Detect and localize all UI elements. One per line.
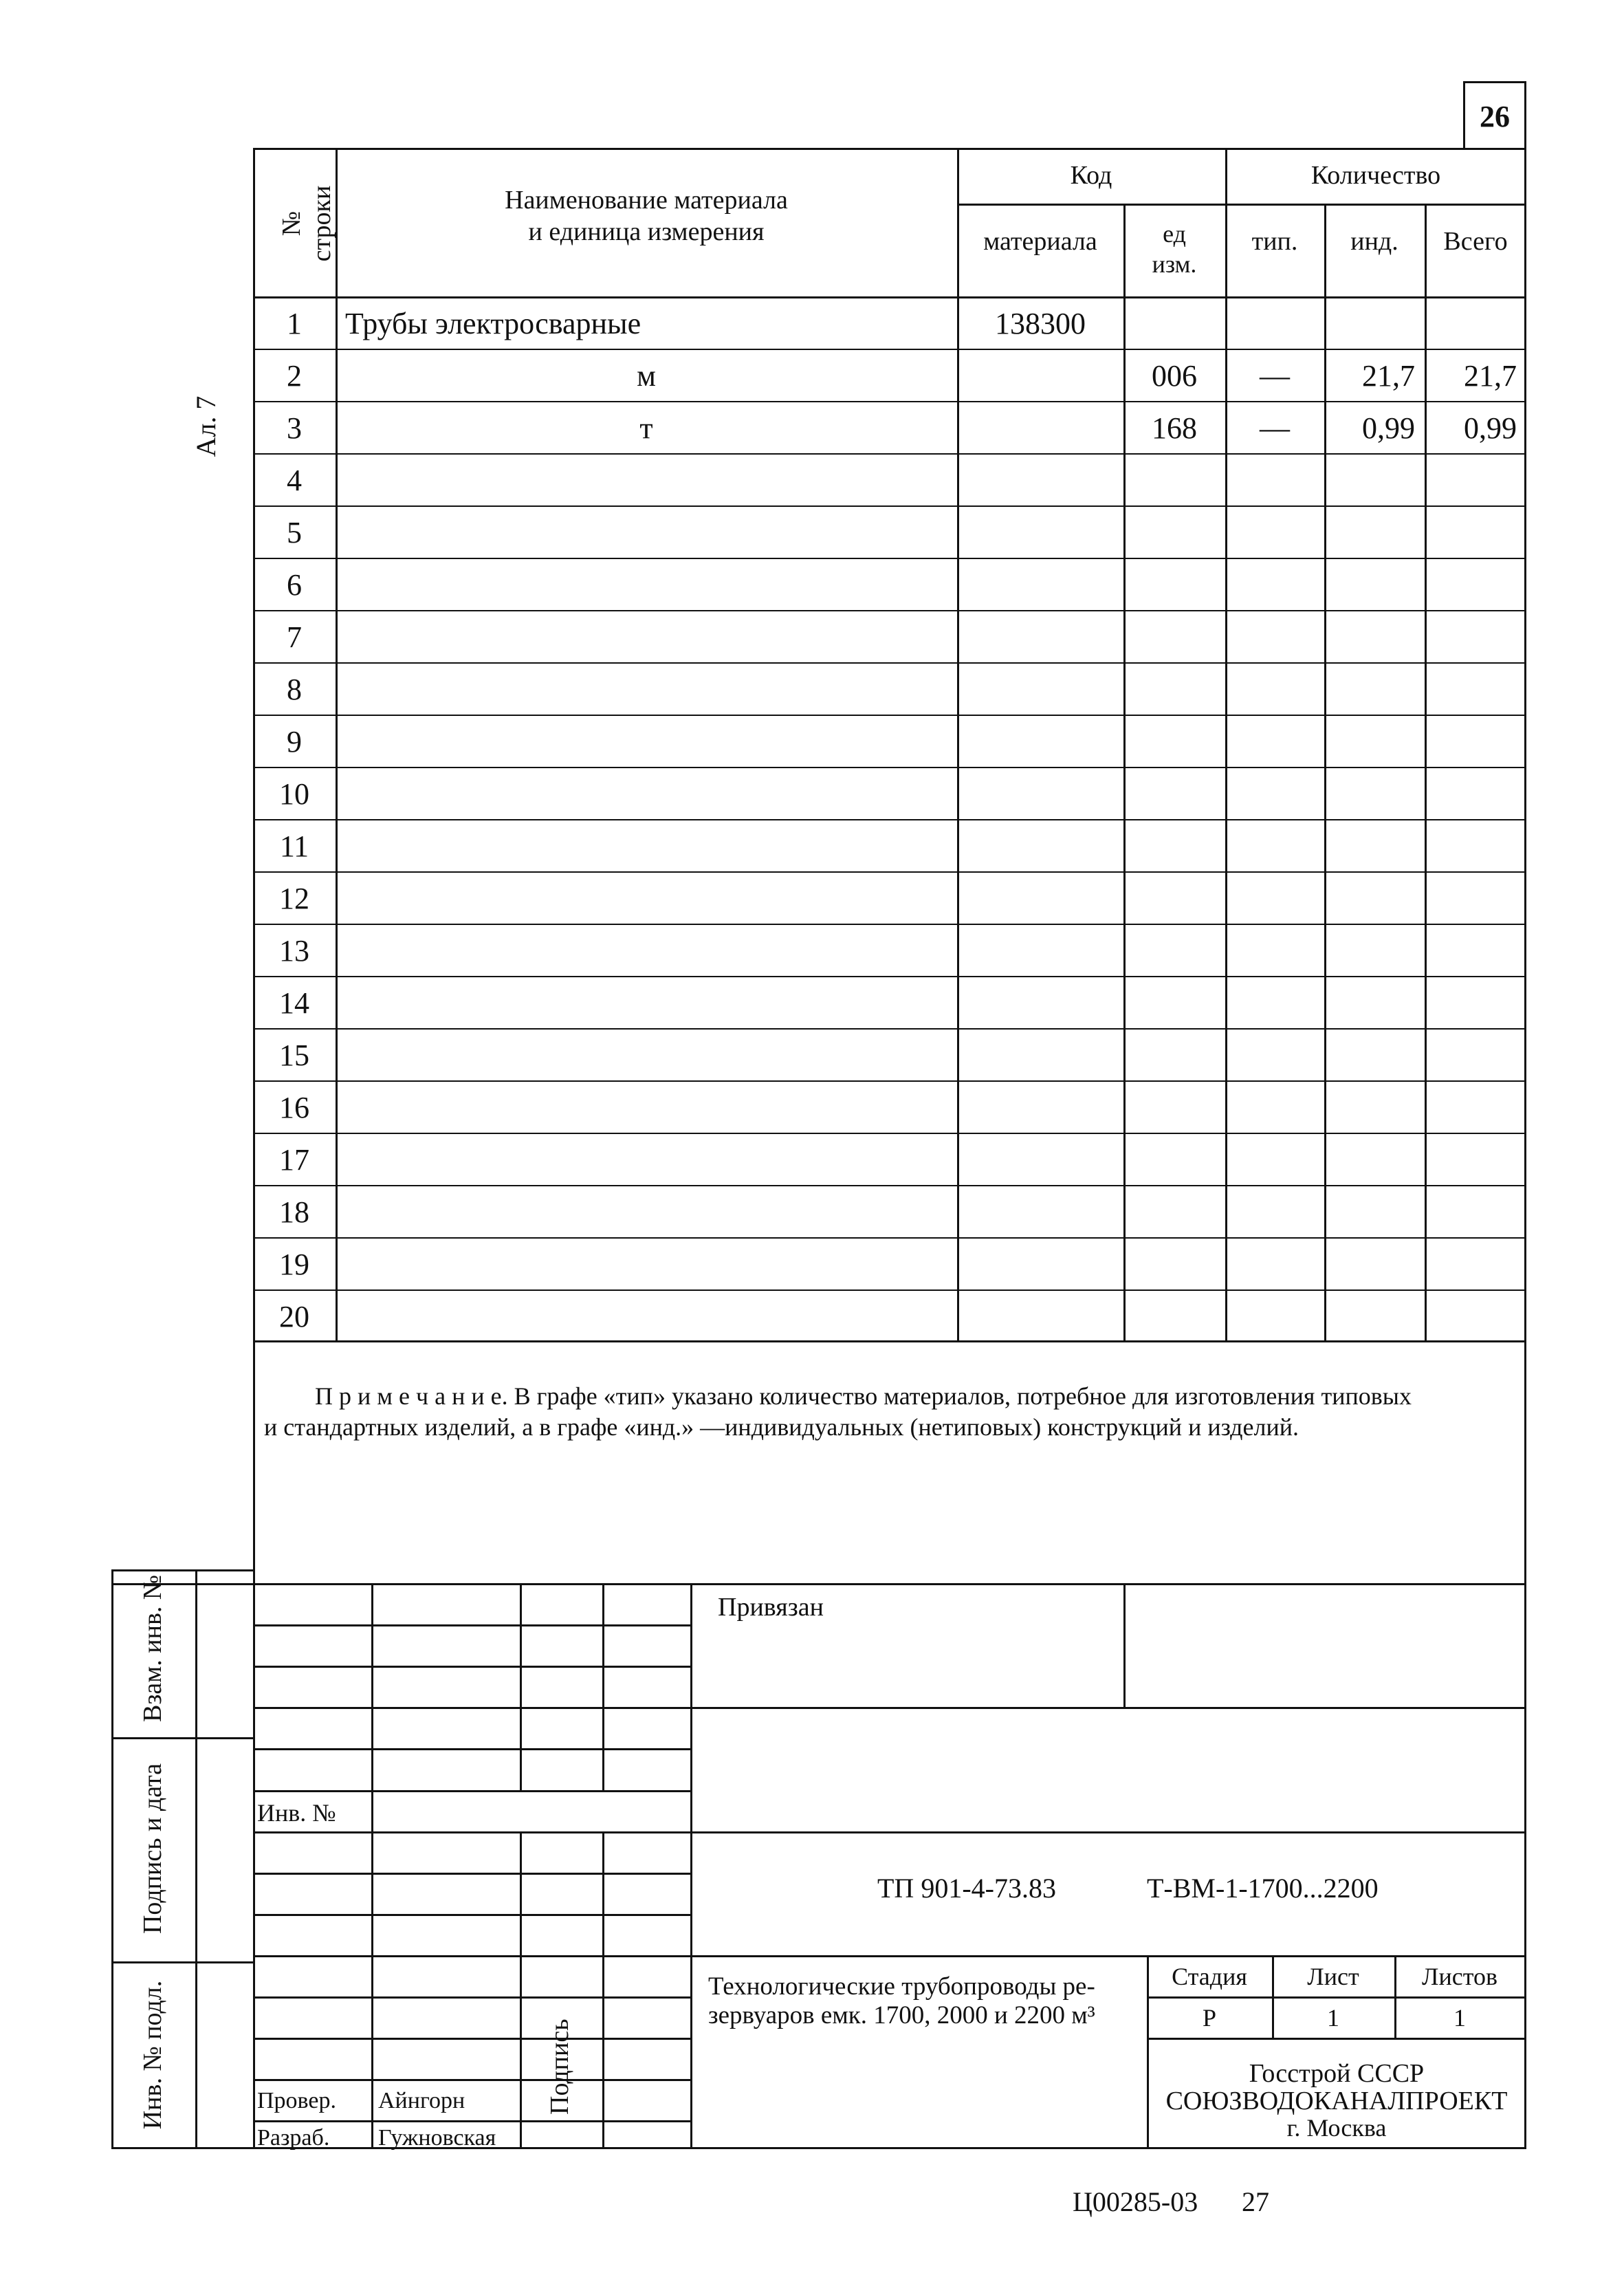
header-qty-ind: инд.	[1350, 227, 1398, 256]
unit-code: 168	[1152, 411, 1197, 445]
material-code: 138300	[995, 307, 1086, 340]
developed-label: Разраб.	[257, 2125, 330, 2151]
material-name: м	[637, 359, 656, 393]
footer-page: 27	[1242, 2186, 1269, 2217]
org-line2: СОЮЗВОДОКАНАЛПРОЕКТ	[1165, 2087, 1508, 2115]
sheet-header: Лист	[1307, 1963, 1359, 1990]
unit-code: 006	[1152, 359, 1197, 393]
row-number: 18	[279, 1195, 309, 1229]
org-line1: Госстрой СССР	[1249, 2059, 1425, 2088]
row-number: 4	[287, 464, 302, 497]
qty-total: 21,7	[1464, 359, 1517, 393]
margin-inv-podl: Инв. № подл.	[138, 1980, 167, 2130]
designation-left: ТП 901-4-73.83	[877, 1873, 1056, 1904]
header-code-material: материала	[983, 227, 1097, 256]
row-number: 1	[287, 307, 302, 340]
row-number: 6	[287, 568, 302, 602]
material-name: т	[639, 411, 653, 445]
note-line1	[315, 1384, 1412, 1408]
row-number: 10	[279, 777, 309, 811]
material-name: Трубы электросварные	[345, 307, 641, 340]
description-line1: Технологические трубопроводы ре-	[708, 1972, 1095, 2001]
org-line3: г. Москва	[1286, 2114, 1387, 2142]
podpis-label: Подпись	[545, 2018, 574, 2115]
sheet-number: 26	[1480, 100, 1510, 133]
row-number: 5	[287, 516, 302, 549]
row-number: 17	[279, 1143, 309, 1177]
header-qty-group: Количество	[1310, 161, 1441, 190]
note-label: П р и м е ч а н и е.	[315, 1382, 508, 1410]
row-number: 11	[279, 829, 309, 863]
row-number: 14	[279, 986, 309, 1020]
row-number: 2	[287, 359, 302, 393]
margin-vzam-inv: Взам. инв. №	[138, 1574, 167, 1722]
header-code-unit-line2: изм.	[1152, 250, 1197, 278]
header-qty-type: тип.	[1251, 227, 1298, 256]
note-line2: и стандартных изделий, а в графе «инд.» —индивидуальных (нетиповых) конструкций и изделий.	[264, 1413, 1299, 1441]
note-text-1: В графе «тип» указано количество материалов, потребное для изготовления типовых	[507, 1382, 1412, 1410]
row-number: 9	[287, 725, 302, 759]
side-label: Ал. 7	[190, 395, 221, 457]
checked-label: Провер.	[257, 2088, 336, 2113]
header-name-line2: и единица измерения	[528, 217, 765, 246]
qty-total: 0,99	[1464, 411, 1517, 445]
stage-header: Стадия	[1172, 1963, 1247, 1990]
qty-ind: 21,7	[1362, 359, 1415, 393]
margin-podpis-data: Подпись и дата	[138, 1763, 167, 1935]
sheets-header: Листов	[1422, 1963, 1497, 1990]
row-number: 20	[279, 1300, 309, 1334]
description-line2: зервуаров емк. 1700, 2000 и 2200 м³	[708, 2001, 1095, 2029]
row-number: 15	[279, 1038, 309, 1072]
privyazan-label: Привязан	[718, 1593, 824, 1622]
sheet-value: 1	[1327, 2004, 1339, 2032]
header-row-no: № строки	[277, 185, 336, 262]
header-code-unit-line1: ед	[1163, 220, 1186, 248]
footer-code: Ц00285-03	[1073, 2186, 1198, 2217]
qty-type: —	[1260, 359, 1290, 393]
header-qty-total: Всего	[1443, 227, 1508, 256]
row-number: 13	[279, 934, 309, 968]
checked-name: Айнгорн	[378, 2088, 465, 2113]
header-code-group: Код	[1070, 161, 1112, 190]
row-number: 12	[279, 882, 309, 915]
qty-ind: 0,99	[1362, 411, 1415, 445]
header-name-line1: Наименование материала	[505, 186, 788, 215]
stage-value: Р	[1202, 2004, 1217, 2032]
designation-right: Т-ВМ-1-1700...2200	[1147, 1873, 1379, 1904]
row-number: 3	[287, 411, 302, 445]
row-number: 19	[279, 1248, 309, 1281]
row-number: 7	[287, 620, 302, 654]
row-number: 8	[287, 673, 302, 706]
inv-no-label: Инв. №	[257, 1799, 336, 1827]
row-number: 16	[279, 1091, 309, 1124]
qty-type: —	[1260, 411, 1290, 445]
developed-name: Гужновская	[378, 2125, 496, 2151]
sheets-value: 1	[1453, 2004, 1466, 2032]
